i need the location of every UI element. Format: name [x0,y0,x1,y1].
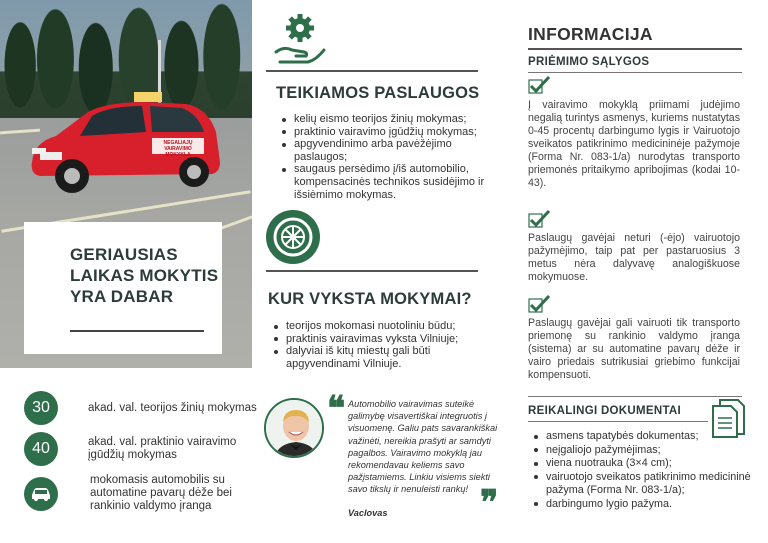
car-sign: NEGALIAJŲ VAIRAVIMO MOKYKLA [163,140,193,158]
list-item: dalyviai iš kitų miestų gali būti apgyvendinami Vilniuje. [272,345,482,370]
car-icon [24,477,58,511]
testimonial-text: Automobilio vairavimas suteikė galimybę visavertiškai integruotis į visuomenę. Galiu pats savarankiškai važinėti, nereikia prašyti ar samdyti pagalbos. Vairavimo mokyklą jau rekomendavau keliems savo pažįstamiems. Linkiu visiems siekti savo tikslų ir nenuleisti rankų! [348,399,498,495]
list-item: neįgaliojo pažymėjimas; [532,444,758,458]
quote-close-icon: ❞ [480,483,499,523]
location-list [272,320,482,370]
avatar [264,398,324,458]
stat-car [24,474,270,513]
stat-text: akad. val. praktinio vairavimo įgūdžių mokymas [88,436,237,461]
section-divider [528,421,708,422]
list-item: teorijos mokomasi nuotoliniu būdu; [272,320,482,333]
services-list [280,113,488,201]
admission-paragraph: Paslaugų gavėjai neturi (-ėjo) vairuotojo pažymėjimo, taip pat per pastaruosius 3 metus nėra dalyvavę analogiškuose mokymuose. [528,232,740,283]
admission-paragraph: Paslaugų gavėjai gali vairuoti tik transporto priemonę su rankinio valdymo įranga (sistema) ar su automatine pavarų dėže ir vairo priedais sutrikusiai griebimo funkcijai kompensuoti. [528,317,740,381]
list-item: kelių eismo teorijos žinių mokymas; [280,113,488,126]
services-title: TEIKIAMOS PASLAUGOS [276,84,480,102]
list-item: praktinio vairavimo įgūdžių mokymas; [280,126,488,139]
check-icon [528,210,550,228]
section-divider [528,72,742,73]
list-item: vairuotojo sveikatos patikrinimo medicininė pažyma (Forma Nr. 083-1/a); [532,471,758,498]
list-item: saugaus persėdimo į/iš automobilio, kompensacinės technikos susidėjimo ir išsiėmimo mokymas. [280,163,488,201]
section-divider [266,70,478,72]
testimonial-author: Vaclovas [348,508,388,518]
admission-title: PRIĖMIMO SĄLYGOS [528,56,650,68]
check-icon [528,76,550,94]
documents-title: REIKALINGI DOKUMENTAI [528,405,682,417]
gear-hand-icon [272,10,328,68]
stat-theory [24,391,268,425]
section-divider [528,48,742,50]
list-item: asmens tapatybės dokumentas; [532,430,758,444]
list-item: apgyvendinimo arba pavėžėjimo paslaugos; [280,138,488,163]
hero-title: GERIAUSIAS LAIKAS MOKYTIS YRA DABAR [70,245,219,306]
documents-list [532,430,758,512]
check-icon [528,295,550,313]
hero-title-card [24,222,222,354]
location-title: KUR VYKSTA MOKYMAI? [268,290,472,308]
section-divider [266,270,478,272]
stat-text: akad. val. teorijos žinių mokymas [88,401,257,414]
hero-title-underline [70,330,204,332]
list-item: praktinis vairavimas vyksta Vilniuje; [272,333,482,346]
stat-practice [24,432,268,466]
info-title: INFORMACIJA [528,24,653,44]
list-item: viena nuotrauka (3×4 cm); [532,457,758,471]
stat-number-badge: 40 [24,432,58,466]
section-divider [528,396,742,397]
wheel-icon [266,210,320,264]
admission-paragraph: Į vairavimo mokyklą priimami judėjimo negalią turintys asmenys, kuriems nustatytas 0-45 procentų darbingumo lygis ir Vairuotojo sveikatos patikrinimo medicininėje pažymoje (Forma Nr. 083-1/a) nurodytas transporto priemonės pritaikymo apribojimas (kodai 10-43). [528,99,740,189]
quote-open-icon: ❝ [327,389,346,429]
stat-text: mokomasis automobilis su automatine pavarų dėže bei rankinio valdymo įranga [90,474,232,512]
stat-number-badge: 30 [24,391,58,425]
list-item: darbingumo lygio pažyma. [532,498,758,512]
